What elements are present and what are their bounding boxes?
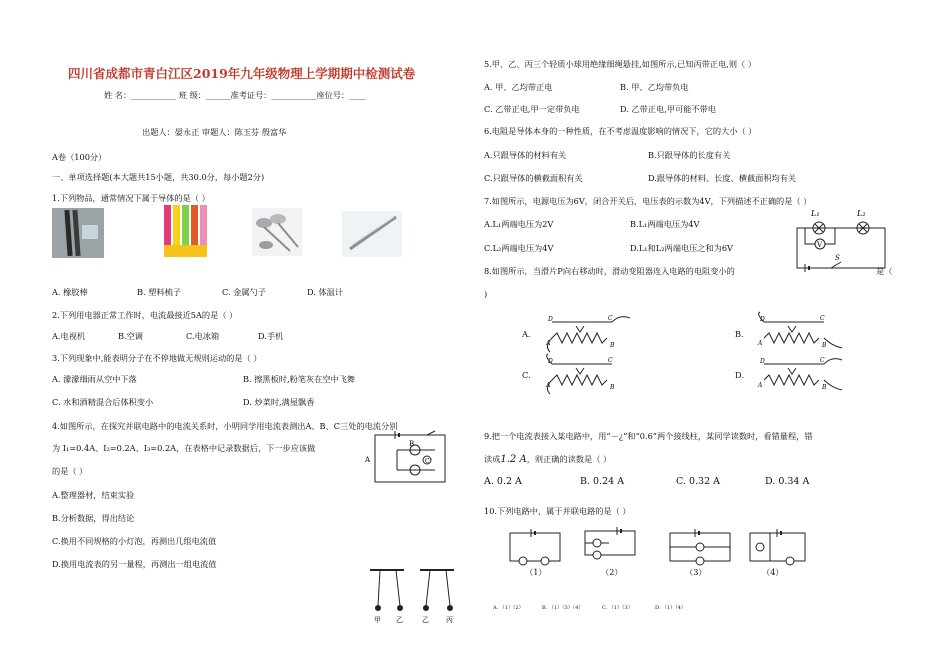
q7-fig-v: V — [817, 241, 823, 249]
q10-option-d: D. （1）（4） — [655, 605, 686, 611]
svg-text:C: C — [608, 315, 613, 322]
q2-option-b: B.空调 — [118, 331, 143, 341]
svg-text:C: C — [820, 357, 825, 364]
section-heading: 一、单项选择题(本大题共15小题，共30.0分，每小题2分) — [52, 172, 265, 182]
q1-option-b: B. 塑料梳子 — [137, 287, 181, 297]
q10-caption-2: （2） — [601, 567, 623, 577]
q6-option-b: B.只跟导体的长度有关 — [648, 150, 731, 160]
svg-text:A: A — [758, 382, 763, 389]
q9-misread-value: 1.2 A — [500, 454, 527, 465]
svg-text:C: C — [820, 315, 825, 322]
svg-text:D: D — [760, 358, 765, 365]
svg-text:A: A — [758, 340, 763, 347]
q7-fig-l2: L₂ — [857, 209, 866, 218]
q10-caption-3: （3） — [685, 567, 707, 577]
q10-option-a: A. （1）（2） — [493, 605, 524, 611]
q6-stem: 6.电阻是导体本身的一种性质，在不考虑温度影响的情况下，它的大小（ ） — [484, 126, 757, 136]
q1-option-c: C. 金属勺子 — [222, 287, 266, 297]
q7-option-a: A.L₁两端电压为2V — [484, 219, 554, 229]
q4-fig-label-c: C — [425, 458, 430, 465]
q9-option-a: A. 0.2 A — [484, 476, 522, 487]
svg-text:C: C — [608, 357, 613, 364]
q1-option-d: D. 体温计 — [307, 287, 344, 297]
rubber-rod-image — [52, 208, 104, 258]
svg-text:D: D — [760, 316, 765, 323]
page-title: 四川省成都市青白江区2019年九年级物理上学期期中检测试卷 — [68, 66, 416, 81]
q1-option-a: A. 橡胶棒 — [52, 287, 88, 297]
q8-option-b: B． — [735, 329, 750, 339]
q1-images — [52, 205, 382, 260]
q7-fig-s: S — [835, 254, 840, 262]
q3-option-b: B. 擦黑板时,粉笔灰在空中飞舞 — [243, 374, 356, 384]
ball-label: 丙 — [446, 616, 453, 624]
q4-option-a: A.整理器材，结束实验 — [52, 490, 135, 500]
q6-option-a: A.只跟导体的材料有关 — [484, 150, 567, 160]
svg-text:B: B — [822, 342, 827, 349]
q9-line2 — [484, 454, 611, 465]
ball-label: 甲 — [374, 616, 381, 624]
q2-option-d: D.手机 — [258, 331, 284, 341]
q6-option-c: C.只跟导体的横截面积有关 — [484, 173, 583, 183]
q4-line1: 4.如图所示，在探究并联电路中的电流关系时，小明同学用电流表测出A、B、C三处的电流分别 — [52, 421, 398, 431]
q10-stem: 10.下列电路中，属于并联电路的是（ ） — [484, 506, 631, 516]
q9-option-c: C. 0.32 A — [676, 476, 721, 487]
q8-rheostat-b — [752, 312, 852, 354]
svg-text:A: A — [546, 340, 551, 347]
q8-rheostat-d — [752, 354, 852, 396]
q9-line1: 9.把一个电流表接入某电路中，用“－¿”和“0.6”两个接线柱，某同学读数时，看错量程，错 — [484, 431, 813, 441]
q2-option-c: C.电冰箱 — [186, 331, 220, 341]
q10-circuit-3 — [670, 529, 730, 565]
svg-text:D: D — [548, 358, 553, 365]
q10-circuit-2 — [585, 527, 635, 559]
q5-option-a: A. 甲、乙均带正电 — [484, 82, 553, 92]
q8-rheostat-c — [540, 354, 640, 396]
paper-a-label: A卷（100分） — [52, 152, 107, 162]
q2-stem: 2.下列用电器正常工作时，电流最接近5A的是（ ） — [52, 310, 238, 320]
q5-stem: 5.甲、乙、丙三个轻质小球用绝缘细绳悬挂,如图所示,已知丙带正电,则（ ） — [484, 59, 757, 69]
authors-line: 出题人：晏永正 审题人：陈玉芬 殷富华 — [142, 127, 287, 137]
q7-option-d: D.L₁和L₂两端电压之和为6V — [630, 243, 733, 253]
q4-option-c: C.换用不同规格的小灯泡，再测出几组电流值 — [52, 536, 217, 546]
svg-text:B: B — [610, 384, 615, 391]
svg-text:A: A — [546, 382, 551, 389]
q10-caption-4: （4） — [762, 567, 784, 577]
q1-stem: 1.下列物品，通常情况下属于导体的是（ ） — [52, 193, 210, 203]
plastic-comb-image — [164, 205, 207, 257]
q3-stem: 3.下列现象中,能表明分子在不停地做无规则运动的是（ ） — [52, 353, 262, 363]
q4-circuit-diagram — [365, 430, 460, 490]
q3-option-c: C. 水和酒精混合后体积变小 — [52, 397, 154, 407]
ball-label: 乙 — [396, 616, 403, 624]
q7-stem: 7.如图所示，电源电压为6V，闭合开关后，电压表的示数为4V，下列描述不正确的是（ ） — [484, 196, 812, 206]
q8-option-c: C． — [522, 370, 537, 380]
q5-balls-diagram — [370, 568, 460, 648]
q4-option-d: D.换用电流表的另一量程，再测出一组电流值 — [52, 559, 217, 569]
q8-rheostat-a — [540, 312, 640, 354]
q7-option-c: C.L₂两端电压为4V — [484, 243, 554, 253]
q4-fig-label-b: B — [409, 440, 415, 448]
q8-option-d: D． — [735, 370, 750, 380]
q7-fig-l1: L₁ — [811, 209, 820, 218]
q2-option-a: A.电视机 — [52, 331, 86, 341]
student-info-line: 姓 名：___________ 班 级：______准考证号：___________座位号：____ — [104, 90, 366, 100]
ball-label: 乙 — [422, 616, 429, 624]
q10-option-c: C. （1）（3） — [602, 605, 633, 611]
q10-circuit-1 — [510, 529, 560, 565]
q7-option-b: B.L₁两端电压为4V — [630, 219, 700, 229]
q9-option-d: D. 0.34 A — [765, 476, 810, 487]
svg-text:B: B — [610, 342, 615, 349]
q10-circuit-4 — [750, 529, 805, 565]
svg-text:D: D — [548, 316, 553, 323]
q10-caption-1: （1） — [525, 567, 547, 577]
q4-option-b: B.分析数据，得出结论 — [52, 513, 135, 523]
q8-stem-end: 是（ — [876, 266, 893, 276]
q5-option-c: C. 乙带正电,甲一定带负电 — [484, 104, 580, 114]
q5-option-d: D. 乙带正电,甲可能不带电 — [620, 104, 716, 114]
q8-stem: 8.如图所示，当滑片P向右移动时，滑动变阻器连入电路的电阻变小的 — [484, 266, 735, 276]
q4-line2: 为 I₁=0.4A、I₂=0.2A、I₃=0.2A，在表格中记录数据后，下一步应该做 — [52, 443, 316, 453]
thermometer-image — [342, 211, 402, 257]
q10-option-b: B. （1）（3）（4） — [542, 605, 584, 611]
svg-text:B: B — [822, 384, 827, 391]
q10-circuits — [505, 527, 805, 567]
q9-line2-post: ，则正确的读数是（ ） — [526, 454, 612, 464]
q3-option-d: D. 炒菜时,满屋飘香 — [243, 397, 315, 407]
q3-option-a: A. 濛濛细雨从空中下落 — [52, 374, 137, 384]
q8-stem-close: ) — [484, 289, 488, 299]
q9-line2-pre: 读成 — [484, 454, 501, 464]
q4-fig-label-a: A — [365, 456, 371, 464]
q5-option-b: B. 甲、乙均带负电 — [620, 82, 689, 92]
q6-option-d: D.跟导体的材料、长度、横截面积均有关 — [648, 173, 797, 183]
q9-option-b: B. 0.24 A — [580, 476, 625, 487]
q8-option-a: A． — [522, 329, 537, 339]
q4-line3: 的是（ ） — [52, 466, 88, 476]
metal-spoon-image — [252, 208, 302, 256]
